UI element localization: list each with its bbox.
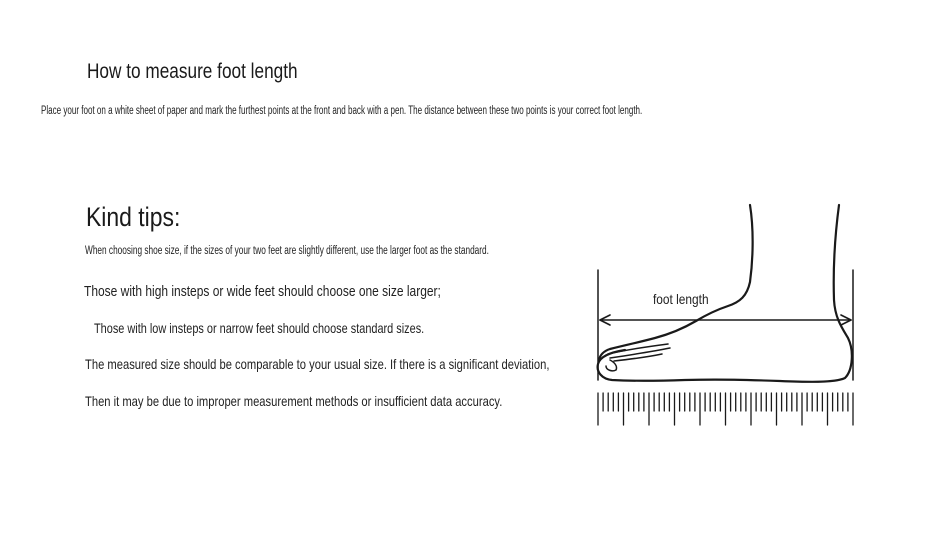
tip-item	[85, 393, 607, 409]
tips-heading-text: Kind tips:	[86, 202, 181, 232]
page-title	[87, 60, 344, 84]
tip-item	[85, 245, 646, 257]
tips-heading	[86, 202, 197, 233]
tip-item	[94, 320, 517, 336]
tip-text: When choosing shoe size, if the sizes of your two feet are slightly different, use the larger foot as the standard.	[85, 245, 489, 257]
measure-instruction	[41, 105, 900, 117]
ruler	[598, 393, 853, 425]
toe-line	[608, 344, 668, 354]
foot-measurement-illustration	[590, 200, 860, 435]
page-title-text: How to measure foot length	[87, 60, 298, 83]
toe-line	[614, 354, 662, 361]
toe-line	[610, 348, 670, 358]
foot-outline-front	[599, 205, 753, 360]
foot-outline-back	[598, 205, 852, 382]
foot-length-label	[653, 291, 718, 307]
tip-item	[85, 356, 666, 372]
tip-item	[84, 283, 530, 300]
tip-text: Those with low insteps or narrow feet should choose standard sizes.	[94, 320, 425, 336]
tip-text: Then it may be due to improper measurement methods or insufficient data accuracy.	[85, 393, 503, 409]
tip-text: Those with high insteps or wide feet should choose one size larger;	[84, 283, 441, 300]
tip-text: The measured size should be comparable to your usual size. If there is a significant deviation,	[85, 356, 550, 372]
measure-instruction-text: Place your foot on a white sheet of paper and mark the furthest points at the front and back with a pen. The distance between these two points is your correct foot length.	[41, 105, 643, 117]
foot-length-label-text: foot length	[653, 291, 709, 307]
